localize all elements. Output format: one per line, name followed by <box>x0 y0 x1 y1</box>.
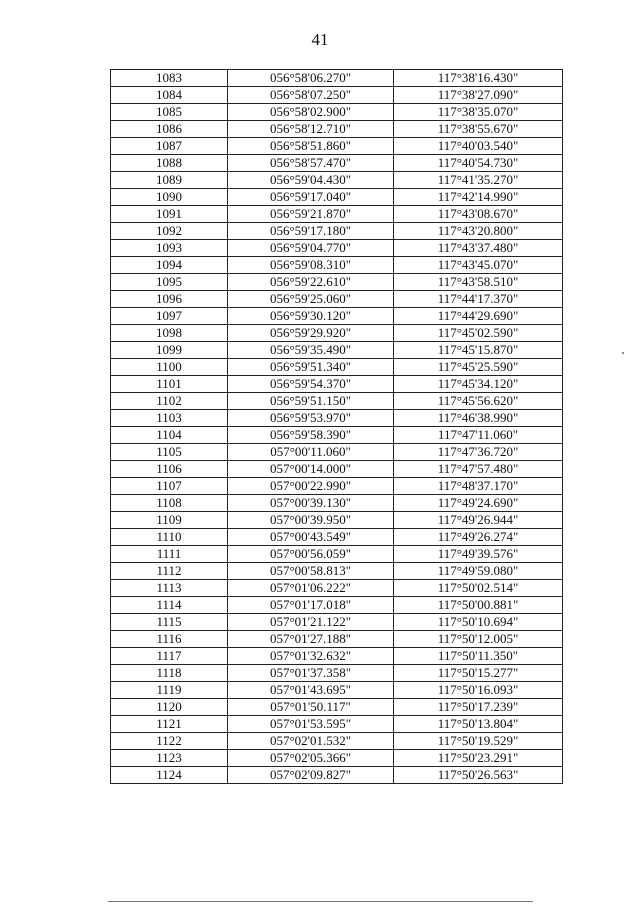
latitude-cell: 056°59'51.150" <box>228 393 394 410</box>
longitude-cell: 117°40'54.730" <box>394 155 563 172</box>
longitude-cell: 117°50'12.005" <box>394 631 563 648</box>
longitude-cell: 117°43'37.480" <box>394 240 563 257</box>
point-number-cell: 1097 <box>111 308 228 325</box>
table-row <box>111 393 563 410</box>
point-number-cell: 1099 <box>111 342 228 359</box>
table-row <box>111 614 563 631</box>
longitude-cell: 117°45'56.620" <box>394 393 563 410</box>
latitude-cell: 057°01'37.358" <box>228 665 394 682</box>
table-row <box>111 597 563 614</box>
latitude-cell: 057°02'05.366" <box>228 750 394 767</box>
latitude-cell: 057°01'32.632" <box>228 648 394 665</box>
table-row <box>111 376 563 393</box>
point-number-cell: 1111 <box>111 546 228 563</box>
table-row <box>111 495 563 512</box>
latitude-cell: 056°59'54.370" <box>228 376 394 393</box>
latitude-cell: 056°59'04.770" <box>228 240 394 257</box>
latitude-cell: 056°59'35.490" <box>228 342 394 359</box>
point-number-cell: 1117 <box>111 648 228 665</box>
bottom-rule <box>108 901 533 902</box>
latitude-cell: 056°58'57.470" <box>228 155 394 172</box>
point-number-cell: 1083 <box>111 70 228 87</box>
latitude-cell: 057°00'14.000" <box>228 461 394 478</box>
table-row <box>111 682 563 699</box>
latitude-cell: 057°00'58.813" <box>228 563 394 580</box>
latitude-cell: 056°59'53.970" <box>228 410 394 427</box>
longitude-cell: 117°48'37.170" <box>394 478 563 495</box>
longitude-cell: 117°44'29.690" <box>394 308 563 325</box>
latitude-cell: 056°59'25.060" <box>228 291 394 308</box>
point-number-cell: 1103 <box>111 410 228 427</box>
latitude-cell: 056°59'51.340" <box>228 359 394 376</box>
point-number-cell: 1089 <box>111 172 228 189</box>
latitude-cell: 057°00'43.549" <box>228 529 394 546</box>
longitude-cell: 117°50'10.694" <box>394 614 563 631</box>
point-number-cell: 1088 <box>111 155 228 172</box>
longitude-cell: 117°43'08.670" <box>394 206 563 223</box>
longitude-cell: 117°42'14.990" <box>394 189 563 206</box>
coordinates-table-body <box>111 70 563 784</box>
longitude-cell: 117°38'16.430" <box>394 70 563 87</box>
longitude-cell: 117°45'02.590" <box>394 325 563 342</box>
table-row <box>111 767 563 784</box>
longitude-cell: 117°45'34.120" <box>394 376 563 393</box>
table-row <box>111 274 563 291</box>
table-row <box>111 104 563 121</box>
latitude-cell: 056°59'17.040" <box>228 189 394 206</box>
latitude-cell: 056°58'07.250" <box>228 87 394 104</box>
latitude-cell: 057°00'11.060" <box>228 444 394 461</box>
table-row <box>111 70 563 87</box>
table-row <box>111 444 563 461</box>
point-number-cell: 1112 <box>111 563 228 580</box>
point-number-cell: 1087 <box>111 138 228 155</box>
point-number-cell: 1105 <box>111 444 228 461</box>
table-row <box>111 580 563 597</box>
latitude-cell: 057°01'17.018" <box>228 597 394 614</box>
latitude-cell: 057°02'09.827" <box>228 767 394 784</box>
point-number-cell: 1100 <box>111 359 228 376</box>
longitude-cell: 117°43'20.800" <box>394 223 563 240</box>
point-number-cell: 1116 <box>111 631 228 648</box>
latitude-cell: 057°01'06.222" <box>228 580 394 597</box>
longitude-cell: 117°50'02.514" <box>394 580 563 597</box>
point-number-cell: 1110 <box>111 529 228 546</box>
table-row <box>111 172 563 189</box>
table-row <box>111 665 563 682</box>
longitude-cell: 117°38'55.670" <box>394 121 563 138</box>
longitude-cell: 117°43'58.510" <box>394 274 563 291</box>
longitude-cell: 117°38'35.070" <box>394 104 563 121</box>
latitude-cell: 057°01'27.188" <box>228 631 394 648</box>
latitude-cell: 057°00'22.990" <box>228 478 394 495</box>
point-number-cell: 1119 <box>111 682 228 699</box>
latitude-cell: 057°00'56.059" <box>228 546 394 563</box>
point-number-cell: 1120 <box>111 699 228 716</box>
latitude-cell: 056°59'04.430" <box>228 172 394 189</box>
longitude-cell: 117°50'19.529" <box>394 733 563 750</box>
longitude-cell: 117°50'15.277" <box>394 665 563 682</box>
latitude-cell: 057°01'21.122" <box>228 614 394 631</box>
table-row <box>111 563 563 580</box>
table-row <box>111 359 563 376</box>
point-number-cell: 1109 <box>111 512 228 529</box>
table-row <box>111 257 563 274</box>
longitude-cell: 117°45'25.590" <box>394 359 563 376</box>
latitude-cell: 056°59'08.310" <box>228 257 394 274</box>
latitude-cell: 056°59'17.180" <box>228 223 394 240</box>
point-number-cell: 1123 <box>111 750 228 767</box>
longitude-cell: 117°50'13.804" <box>394 716 563 733</box>
latitude-cell: 056°59'58.390" <box>228 427 394 444</box>
point-number-cell: 1124 <box>111 767 228 784</box>
point-number-cell: 1092 <box>111 223 228 240</box>
point-number-cell: 1086 <box>111 121 228 138</box>
point-number-cell: 1093 <box>111 240 228 257</box>
latitude-cell: 056°59'22.610" <box>228 274 394 291</box>
longitude-cell: 117°40'03.540" <box>394 138 563 155</box>
point-number-cell: 1114 <box>111 597 228 614</box>
table-row <box>111 189 563 206</box>
point-number-cell: 1084 <box>111 87 228 104</box>
table-row <box>111 716 563 733</box>
point-number-cell: 1118 <box>111 665 228 682</box>
latitude-cell: 057°01'50.117" <box>228 699 394 716</box>
longitude-cell: 117°47'36.720" <box>394 444 563 461</box>
longitude-cell: 117°38'27.090" <box>394 87 563 104</box>
point-number-cell: 1106 <box>111 461 228 478</box>
table-row <box>111 240 563 257</box>
latitude-cell: 057°00'39.950" <box>228 512 394 529</box>
longitude-cell: 117°50'26.563" <box>394 767 563 784</box>
table-row <box>111 461 563 478</box>
latitude-cell: 057°01'43.695" <box>228 682 394 699</box>
longitude-cell: 117°50'11.350" <box>394 648 563 665</box>
longitude-cell: 117°47'57.480" <box>394 461 563 478</box>
point-number-cell: 1096 <box>111 291 228 308</box>
point-number-cell: 1104 <box>111 427 228 444</box>
table-row <box>111 325 563 342</box>
latitude-cell: 056°58'12.710" <box>228 121 394 138</box>
table-row <box>111 529 563 546</box>
longitude-cell: 117°50'16.093" <box>394 682 563 699</box>
table-row <box>111 206 563 223</box>
point-number-cell: 1113 <box>111 580 228 597</box>
table-row <box>111 138 563 155</box>
table-row <box>111 546 563 563</box>
point-number-cell: 1121 <box>111 716 228 733</box>
table-row <box>111 155 563 172</box>
point-number-cell: 1085 <box>111 104 228 121</box>
table-row <box>111 410 563 427</box>
longitude-cell: 117°47'11.060" <box>394 427 563 444</box>
point-number-cell: 1095 <box>111 274 228 291</box>
table-row <box>111 699 563 716</box>
page-number: 41 <box>311 30 329 49</box>
longitude-cell: 117°43'45.070" <box>394 257 563 274</box>
longitude-cell: 117°44'17.370" <box>394 291 563 308</box>
longitude-cell: 117°49'26.944" <box>394 512 563 529</box>
point-number-cell: 1094 <box>111 257 228 274</box>
table-row <box>111 121 563 138</box>
table-row <box>111 223 563 240</box>
table-row <box>111 733 563 750</box>
longitude-cell: 117°41'35.270" <box>394 172 563 189</box>
latitude-cell: 056°58'51.860" <box>228 138 394 155</box>
longitude-cell: 117°49'26.274" <box>394 529 563 546</box>
latitude-cell: 057°00'39.130" <box>228 495 394 512</box>
point-number-cell: 1122 <box>111 733 228 750</box>
point-number-cell: 1090 <box>111 189 228 206</box>
table-row <box>111 512 563 529</box>
longitude-cell: 117°45'15.870" <box>394 342 563 359</box>
latitude-cell: 057°01'53.595" <box>228 716 394 733</box>
point-number-cell: 1102 <box>111 393 228 410</box>
latitude-cell: 057°02'01.532" <box>228 733 394 750</box>
longitude-cell: 117°49'39.576" <box>394 546 563 563</box>
table-row <box>111 87 563 104</box>
point-number-cell: 1098 <box>111 325 228 342</box>
point-number-cell: 1107 <box>111 478 228 495</box>
point-number-cell: 1108 <box>111 495 228 512</box>
latitude-cell: 056°59'30.120" <box>228 308 394 325</box>
longitude-cell: 117°50'17.239" <box>394 699 563 716</box>
point-number-cell: 1091 <box>111 206 228 223</box>
table-row <box>111 427 563 444</box>
point-number-cell: 1101 <box>111 376 228 393</box>
latitude-cell: 056°58'02.900" <box>228 104 394 121</box>
table-row <box>111 648 563 665</box>
latitude-cell: 056°59'21.870" <box>228 206 394 223</box>
scan-speck <box>622 352 624 354</box>
table-row <box>111 308 563 325</box>
longitude-cell: 117°46'38.990" <box>394 410 563 427</box>
table-row <box>111 291 563 308</box>
table-row <box>111 750 563 767</box>
longitude-cell: 117°49'24.690" <box>394 495 563 512</box>
longitude-cell: 117°49'59.080" <box>394 563 563 580</box>
latitude-cell: 056°59'29.920" <box>228 325 394 342</box>
table-row <box>111 478 563 495</box>
table-row <box>111 631 563 648</box>
longitude-cell: 117°50'00.881" <box>394 597 563 614</box>
latitude-cell: 056°58'06.270" <box>228 70 394 87</box>
point-number-cell: 1115 <box>111 614 228 631</box>
longitude-cell: 117°50'23.291" <box>394 750 563 767</box>
table-row <box>111 342 563 359</box>
coordinates-table <box>110 69 563 784</box>
